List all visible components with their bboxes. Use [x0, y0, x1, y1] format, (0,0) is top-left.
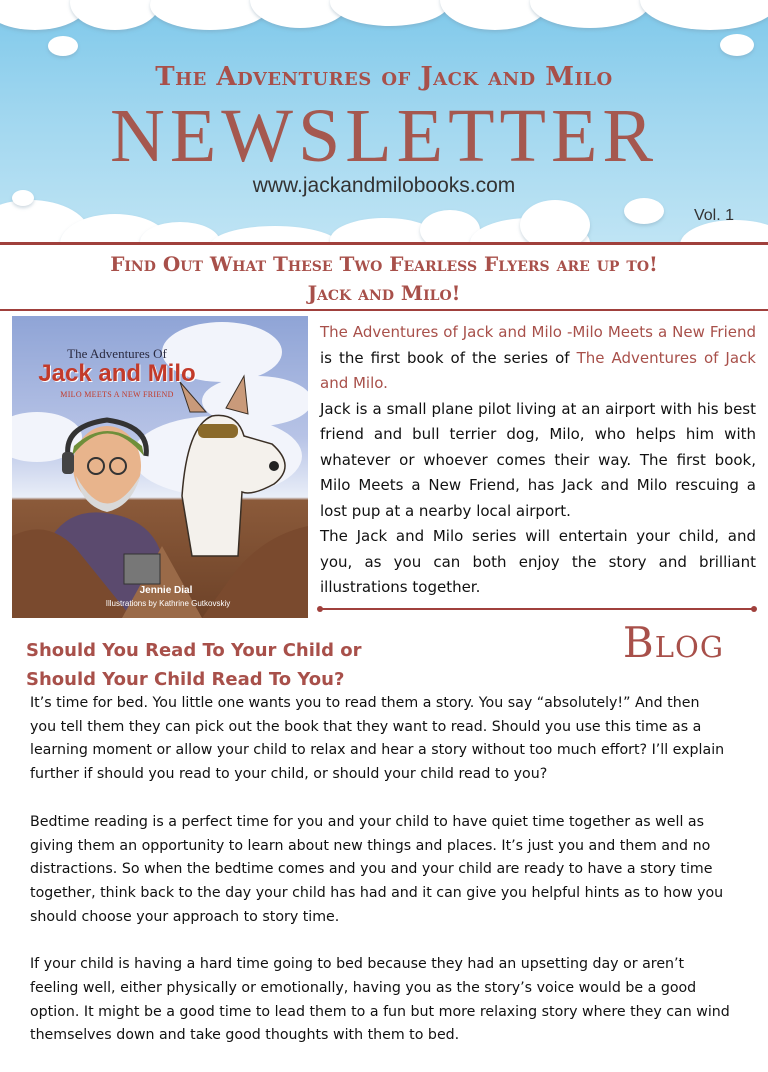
cover-series-line: The Adventures Of: [67, 346, 167, 361]
cloud-decoration: [720, 34, 754, 56]
series-title: The Adventures of Jack and Milo: [155, 62, 613, 92]
volume-label: Vol. 1: [693, 207, 734, 224]
cover-illustrator: Illustrations by Kathrine Gutkovskiy: [105, 599, 231, 608]
dog-goggles: [198, 424, 238, 438]
article-paragraph-1: It’s time for bed. You little one wants you to read them a story. You say “absolutely!” And then you tell them they can pick out the book that they want to read. Should you use this time as a learning moment or allow your child to relax and hear a story without too much effort? I’ll explain further if should you read to your child, or should your child read to you?: [30, 695, 725, 783]
article-paragraph-3: If your child is having a hard time going to bed because they had an upsetting day or aren’t feeling well, either physically or emotionally, having you as the story’s voice would be a good option. It might be a good time to lead them to a fun but more relaxing story where they can wind themselves down and take good thoughts with them to bed.: [30, 956, 730, 1044]
cloud-decoration: [210, 226, 340, 242]
series-name: The Adventures of Jack and Milo.: [320, 348, 756, 392]
website-url[interactable]: www.jackandmilobooks.com: [252, 174, 516, 197]
book-intro: [320, 320, 756, 601]
cloud-decoration: [624, 198, 664, 224]
cover-subtitle: MILO MEETS A NEW FRIEND: [60, 390, 174, 399]
cover-title: Jack and Milo: [38, 360, 196, 387]
headset-earpiece: [62, 452, 74, 474]
cloud-decoration: [640, 0, 768, 30]
header-divider: [0, 242, 768, 245]
book-cover-image: [12, 316, 308, 618]
intro-paragraph-1: Jack is a small plane pilot living at an airport with his best friend and bull terrier dog, Milo, who helps him with whatever or whoever comes their way. The first book, Milo Meets a New Friend, has Jack and Milo rescuing a lost pup at a nearby local airport.: [320, 399, 756, 520]
intro-paragraph-2: The Jack and Milo series will entertain your child, and you, as you can both enjoy the story and brilliant illustrations together.: [320, 527, 756, 596]
intro-connector: is the first book of the series of: [320, 348, 577, 367]
tagline-line-1: Find Out What These Two Fearless Flyers are up to!: [110, 252, 658, 276]
blog-title-line-2: Should Your Child Read To You?: [26, 669, 345, 690]
tagline-divider: [0, 309, 768, 311]
blog-post-title: [26, 636, 406, 694]
cloud-decoration: [530, 0, 650, 28]
tagline-line-2: Jack and Milo!: [307, 281, 461, 305]
newsletter-title: NEWSLETTER: [109, 94, 659, 178]
section-divider: [320, 608, 754, 610]
cover-author: Jennie Dial: [139, 585, 193, 596]
cloud-decoration: [70, 0, 160, 30]
dog-ear: [226, 376, 248, 414]
intro-lead: [320, 320, 756, 397]
book-title: The Adventures of Jack and Milo -Milo Meets a New Friend: [320, 323, 756, 341]
blog-title-line-1: Should You Read To Your Child or: [26, 640, 362, 661]
cloud-decoration: [520, 200, 590, 242]
cloud-decoration: [48, 36, 78, 56]
blog-article: [30, 692, 730, 1072]
radio-device: [124, 554, 160, 584]
tagline: [0, 250, 768, 308]
dog-nose: [269, 461, 279, 471]
newsletter-header: [0, 0, 768, 242]
blog-heading: Blog: [622, 618, 724, 667]
article-paragraph-2: Bedtime reading is a perfect time for you and your child to have quiet time together as well as giving them an opportunity to learn about new things and places. It’s just you and them and no distractions. So when the bedtime comes and you and your child are ready to have a story time together, think back to the day your child has had and it can give you helpful hints as to how you should choose your approach to story time.: [30, 813, 724, 925]
cloud-decoration: [330, 0, 450, 26]
